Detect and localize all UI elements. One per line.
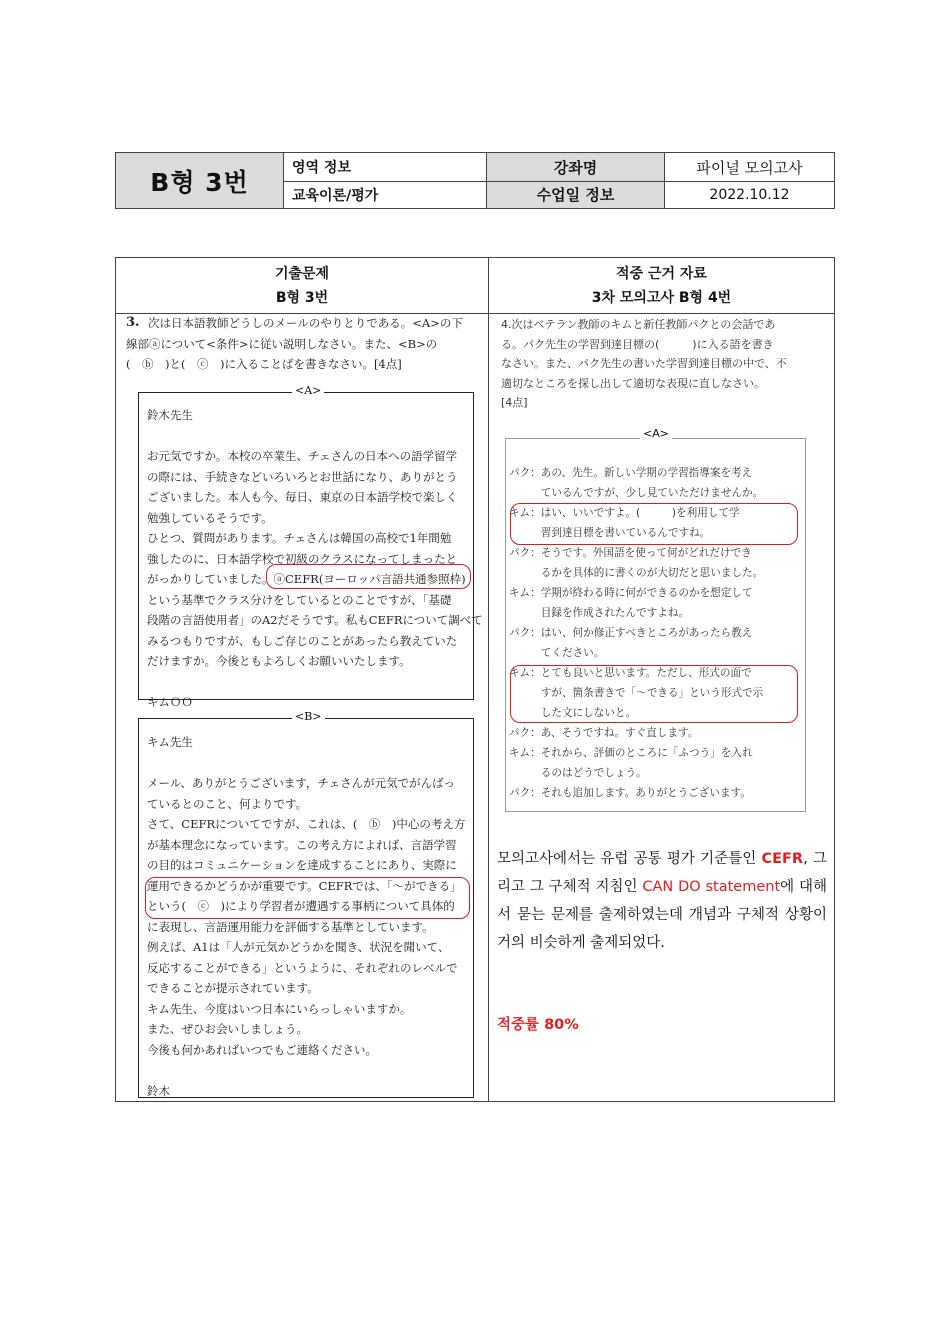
text-line: [4点] — [501, 396, 528, 409]
highlight-oval-goal — [510, 503, 798, 545]
area-label: 영역 정보 — [292, 160, 351, 176]
text-line: という基準でクラス分けをしているとのことですが、「基礎 — [147, 592, 452, 607]
text-line: る。パク先生の学習到達目標の( )に入る語を書き — [501, 337, 774, 351]
email-a-text — [147, 405, 483, 713]
text-line: 反応することができる」というように、それぞれのレベルで — [147, 960, 458, 975]
text-line: キム：学期が終わる時に何ができるのかを想定して — [509, 587, 753, 599]
summary-part: 모의고사에서는 유럽 공통 평가 기준틀인 — [497, 851, 762, 867]
text-line: 例えば、A1は「人が元気かどうかを聞き、状況を聞いて、 — [147, 940, 450, 954]
text-line: みるつもりですが、もしご存じのことがあったら教えていた — [147, 633, 458, 648]
question-line: 線部ⓐについて<条件>に従い説明しなさい。また、<B>の ( ⓑ )と( ⓒ )に入ることばを書きなさい。[4点] — [126, 336, 438, 371]
text-line: 勉強しているそうです。 — [147, 510, 273, 525]
text-line: キム：とても良いと思います。ただし、形式の面で — [509, 667, 752, 679]
text-line: るのはどうでしょう。 — [509, 767, 647, 779]
text-line: 習到達目標を書いているんですね。 — [509, 527, 711, 539]
type-label: B형 3번 — [150, 167, 249, 197]
left-subtitle: B형 3번 — [275, 290, 329, 306]
text-line: 段階の言語使用者」のA2だそうです。私もCEFRについて調べて — [147, 613, 483, 627]
text-line: ございました。本人も今、毎日、東京の日本語学校で楽しく — [147, 490, 458, 504]
question-number: 3. — [126, 315, 140, 330]
text-line: ているんですが、少し見ていただけませんか。 — [509, 487, 764, 499]
text-line: キム先生、今度はいつ日本にいらっしゃいますか。 — [147, 1001, 412, 1016]
text-line: すが、箇条書きで「～できる」という形式で示 — [509, 687, 764, 699]
highlight-oval-format — [510, 665, 798, 723]
text-line: るかを具体的に書くのが大切だと思いました。 — [509, 567, 764, 579]
text-line: キム：はい、いいですよ。( )を利用して学 — [509, 507, 740, 519]
text-line: 鈴木先生 — [147, 408, 193, 422]
text-line: に表現し、言語運用能力を評価する基準としています。 — [147, 919, 434, 934]
text-line: 適切なところを探し出して適切な表現に直しなさい。 — [501, 376, 765, 390]
text-line: という( ⓒ )により学習者が遭遇する事柄について具体的 — [147, 899, 455, 913]
text-line: さて、CEFRについてですが、これは、( ⓑ )中心の考え方 — [147, 817, 466, 831]
text-line: また、ぜひお会いしましょう。 — [147, 1022, 308, 1036]
type-cell — [116, 153, 283, 208]
text-line — [147, 672, 483, 693]
text-line: だけますか。今後ともよろしくお願いいたします。 — [147, 654, 411, 668]
text-line — [147, 1060, 465, 1081]
text-line: が基本理念になっています。この考え方によれば、言語学習 — [147, 837, 457, 852]
text-line: パク：はい、何か修正すべきところがあったら教え — [509, 627, 753, 639]
header-table — [115, 152, 835, 209]
text-line: 4.次はベテラン教師のキムと新任教師パクとの会話であ — [501, 318, 776, 331]
right-column-header — [489, 258, 834, 313]
text-line: パク：あ、そうですね。すぐ直します。 — [509, 727, 699, 739]
date-label-cell — [487, 181, 664, 208]
text-line: てください。 — [509, 647, 605, 659]
text-line: した文にしないと。 — [509, 707, 637, 719]
summary-cefr: CEFR — [761, 851, 804, 867]
text-line: キム：それから、評価のところに「ふつう」を入れ — [509, 747, 753, 759]
text-line: 今後も何かあればいつでもご連絡ください。 — [147, 1042, 377, 1057]
text-line — [147, 753, 465, 774]
area-value: 교육이론/평가 — [292, 187, 379, 204]
text-line: キム先生 — [147, 735, 193, 749]
text-line: 運用できるかどうかが重要です。CEFRでは、「～ができる」 — [147, 878, 462, 893]
right-title: 적중 근거 자료 — [616, 266, 707, 282]
summary-cando: CAN DO statement — [642, 879, 781, 895]
course-label: 강좌명 — [553, 158, 598, 177]
text-line: パク：それも追加します。ありがとうございます。 — [509, 787, 751, 799]
highlight-oval-cefr — [266, 564, 471, 589]
course-label-cell — [487, 153, 664, 181]
course-value: 파이널 모의고사 — [696, 158, 803, 177]
text-line: メール、ありがとうございます，チェさんが元気でがんばっ — [147, 776, 456, 790]
box-b-label: <B> — [292, 710, 325, 723]
dialog-box-label: <A> — [640, 427, 672, 440]
text-line: パク：そうです。外国語を使って何がどれだけでき — [509, 547, 752, 559]
text-line: 強したのに、日本語学校で初級のクラスになってしまったと — [147, 551, 458, 566]
text-line: 鈴木 — [147, 1083, 170, 1098]
date-value: 2022.10.12 — [709, 186, 790, 203]
area-label-cell — [284, 153, 486, 181]
highlight-oval-cando — [145, 877, 470, 919]
text-line: お元気ですか。本校の卒業生、チェさんの日本への語学留学 — [147, 449, 458, 463]
date-label: 수업일 정보 — [536, 186, 615, 204]
left-title: 기출문제 — [274, 266, 330, 282]
right-subtitle: 3차 모의고사 B형 4번 — [591, 290, 732, 306]
hit-rate: 적중률 80% — [497, 1017, 579, 1033]
question-line: 次は日本語教師どうしのメールのやりとりである。<A>の下 — [148, 316, 463, 330]
text-line: ているとのこと、何よりです。 — [147, 796, 308, 811]
summary-part: , 그리고 그 구체적 지침인 — [497, 851, 827, 895]
summary-part: 에 대해서 묻는 문제를 출제하였는데 개념과 구체적 상황이 거의 비슷하게 출제되었다. — [497, 879, 828, 951]
date-value-cell — [665, 181, 834, 208]
left-column-header — [116, 258, 488, 313]
text-line — [147, 426, 483, 447]
text-line: なさい。また、パク先生の書いた学習到達目標の中で、不 — [501, 357, 787, 370]
text-line: できることが提示されています。 — [147, 981, 319, 995]
summary-text — [497, 845, 827, 957]
area-value-cell — [284, 181, 486, 208]
text-line: がっかりしていました。ⓐCEFR(ヨーロッパ言語共通参照枠) — [147, 572, 466, 586]
course-value-cell — [665, 153, 834, 181]
box-a-label: <A> — [292, 384, 324, 397]
mock-question — [501, 315, 787, 413]
text-line: キムＯＯ — [147, 695, 193, 709]
text-line: の目的はコミュニケーションを達成することにあり、実際に — [147, 858, 457, 872]
text-line: 目録を作成されたんですよね。 — [509, 607, 690, 619]
text-line: ひとつ、質問があります。チェさんは韓国の高校で1年間勉 — [147, 531, 452, 545]
text-line: パク：あの、先生。新しい学期の学習指導案を考え — [509, 467, 753, 479]
text-line: の際には、手続きなどいろいろとお世話になり、ありがとう — [147, 469, 458, 484]
